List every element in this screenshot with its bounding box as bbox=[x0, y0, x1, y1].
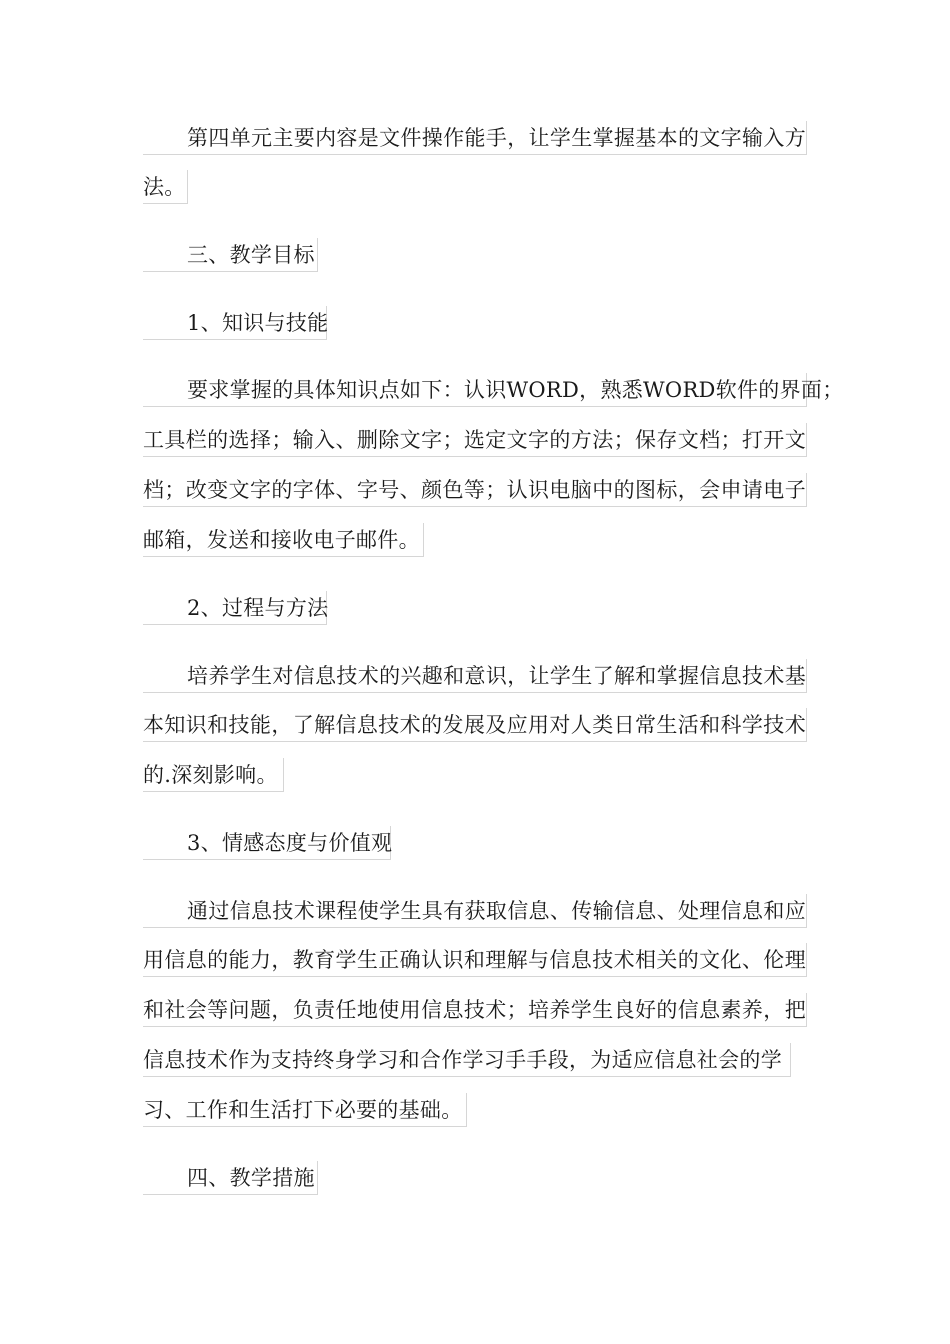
paragraph-line: 用信息的能力，教育学生正确认识和理解与信息技术相关的文化、伦理 bbox=[143, 943, 807, 977]
paragraph-line: 法。 bbox=[143, 170, 188, 204]
section-heading: 三、教学目标 bbox=[143, 238, 318, 272]
paragraph-line: 第四单元主要内容是文件操作能手，让学生掌握基本的文字输入方 bbox=[143, 121, 807, 155]
paragraph-line: 工具栏的选择；输入、删除文字；选定文字的方法；保存文档；打开文 bbox=[143, 423, 807, 457]
section-heading: 四、教学措施 bbox=[143, 1161, 318, 1195]
paragraph-line: 习、工作和生活打下必要的基础。 bbox=[143, 1093, 467, 1127]
paragraph-line: 和社会等问题，负责任地使用信息技术；培养学生良好的信息素养，把 bbox=[143, 993, 807, 1027]
paragraph-line: 档；改变文字的字体、字号、颜色等；认识电脑中的图标，会申请电子 bbox=[143, 473, 807, 507]
paragraph-line: 本知识和技能，了解信息技术的发展及应用对人类日常生活和科学技术 bbox=[143, 708, 807, 742]
paragraph-line: 培养学生对信息技术的兴趣和意识，让学生了解和掌握信息技术基 bbox=[143, 659, 807, 693]
paragraph-line: 邮箱，发送和接收电子邮件。 bbox=[143, 523, 424, 557]
subsection-heading: 3、情感态度与价值观 bbox=[143, 826, 391, 860]
paragraph-line: 通过信息技术课程使学生具有获取信息、传输信息、处理信息和应 bbox=[143, 894, 807, 928]
paragraph-line: 的.深刻影响。 bbox=[143, 758, 284, 792]
subsection-heading: 1、知识与技能 bbox=[143, 306, 327, 340]
paragraph-line: 信息技术作为支持终身学习和合作学习手手段，为适应信息社会的学 bbox=[143, 1043, 791, 1077]
subsection-heading: 2、过程与方法 bbox=[143, 591, 327, 625]
paragraph-line: 要求掌握的具体知识点如下：认识WORD，熟悉WORD软件的界面； bbox=[143, 373, 807, 407]
